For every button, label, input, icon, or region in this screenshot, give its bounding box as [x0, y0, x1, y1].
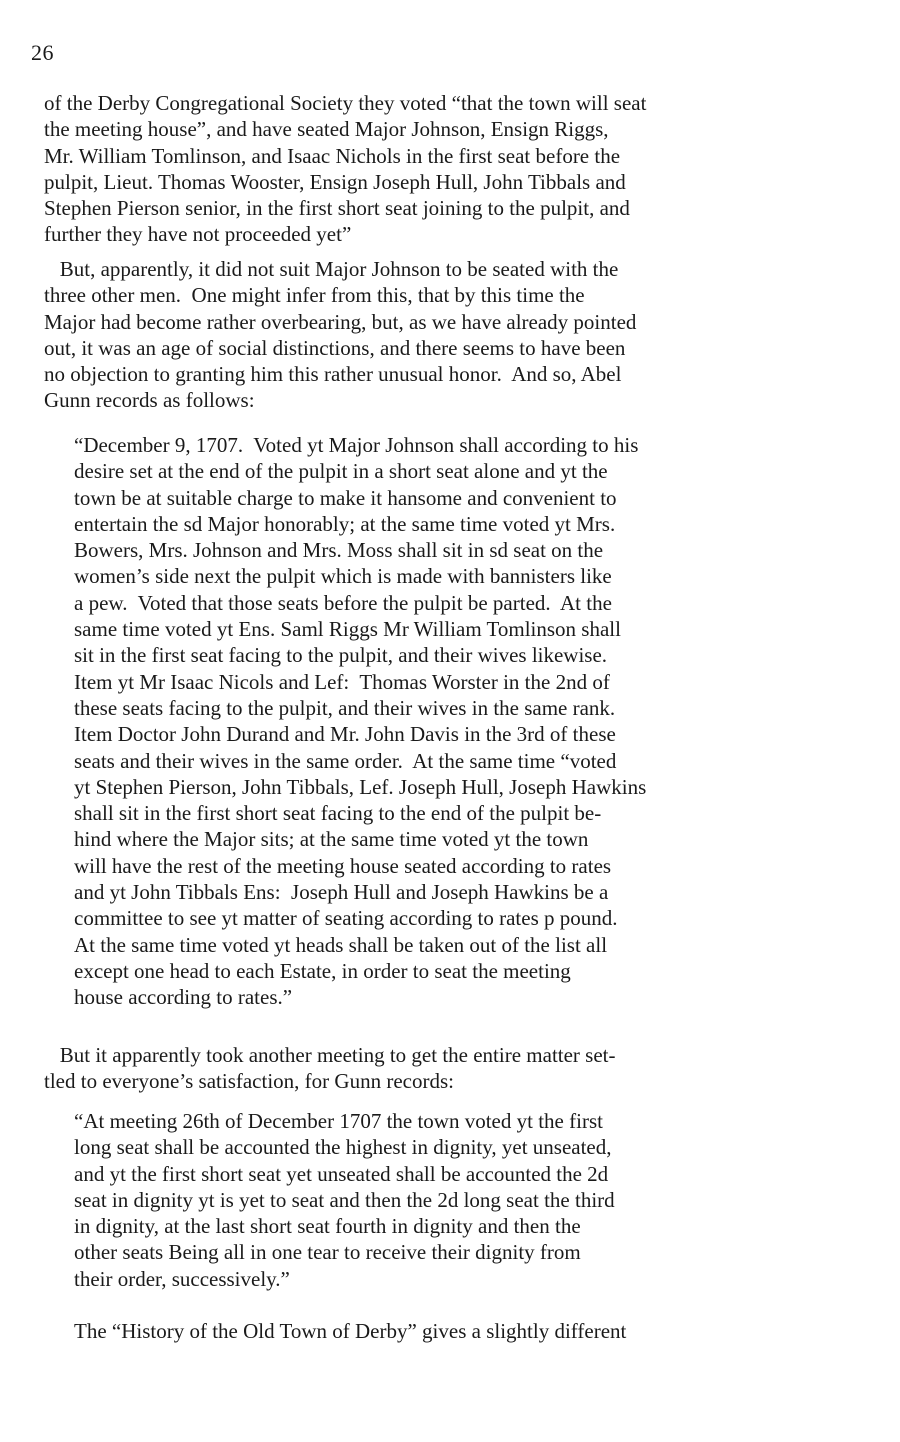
paragraph-major-johnson: But, apparently, it did not suit Major Johnson to be seated with the three other men. One might infer from this, that by this time the Major had become rather overbearing, but, as we have already pointed out, it was an age of social distinctions, and there seems to have been no objection to granting him this rather unusual honor. And so, Abel Gunn records as follows: [44, 257, 637, 413]
quote-december-26-1707: “At meeting 26th of December 1707 the town voted yt the first long seat shall be accounted the highest in dignity, yet unseated, and yt the first short seat yet unseated shall be accounted the 2d seat in dignity yt is yet to seat and then the 2d long seat the third in dignity, at the last short seat fourth in dignity and then the other seats Being all in one tear to receive their dignity from their order, successively.” [74, 1109, 615, 1291]
paragraph-history-old-town: The “History of the Old Town of Derby” gives a slightly different [74, 1319, 627, 1343]
page-number: 26 [31, 40, 54, 65]
paragraph-another-meeting: But it apparently took another meeting to get the entire matter set- tled to everyone’s satisfaction, for Gunn records: [44, 1043, 616, 1094]
quote-december-9-1707: “December 9, 1707. Voted yt Major Johnson shall according to his desire set at the end of the pulpit in a short seat alone and yt the town be at suitable charge to make it hansome and convenient to entertain the sd Major honorably; at the same time voted yt Mrs. Bowers, Mrs. Johnson and Mrs. Moss shall sit in sd seat on the women’s side next the pulpit which is made with bannisters like a pew. Voted that those seats before the pulpit be parted. At the same time voted yt Ens. Saml Riggs Mr William Tomlinson shall sit in the first seat facing to the pulpit, and their wives likewise. Item yt Mr Isaac Nicols and Lef: Thomas Worster in the 2nd of these seats facing to the pulpit, and their wives in the same rank. Item Doctor John Durand and Mr. John Davis in the 3rd of these seats and their wives in the same order. At the same time “voted yt Stephen Pierson, John Tibbals, Lef. Joseph Hull, Joseph Hawkins shall sit in the first short seat facing to the end of the pulpit be- hind where the Major sits; at the same time voted yt the town will have the rest of the meeting house seated according to rates and yt John Tibbals Ens: Joseph Hull and Joseph Hawkins be a committee to see yt matter of seating according to rates p pound. At the same time voted yt heads shall be taken out of the list all except one head to each Estate, in order to seat the meeting house according to rates.” [74, 433, 647, 1010]
paragraph-intro: of the Derby Congregational Society they voted “that the town will seat the meeting house”, and have seated Major Johnson, Ensign Riggs, Mr. William Tomlinson, and Isaac Nichols in the first seat before the pulpit, Lieut. Thomas Wooster, Ensign Joseph Hull, John Tibbals and Stephen Pierson senior, in the first short seat joining to the pulpit, and further they have not proceeded yet” [44, 91, 647, 247]
